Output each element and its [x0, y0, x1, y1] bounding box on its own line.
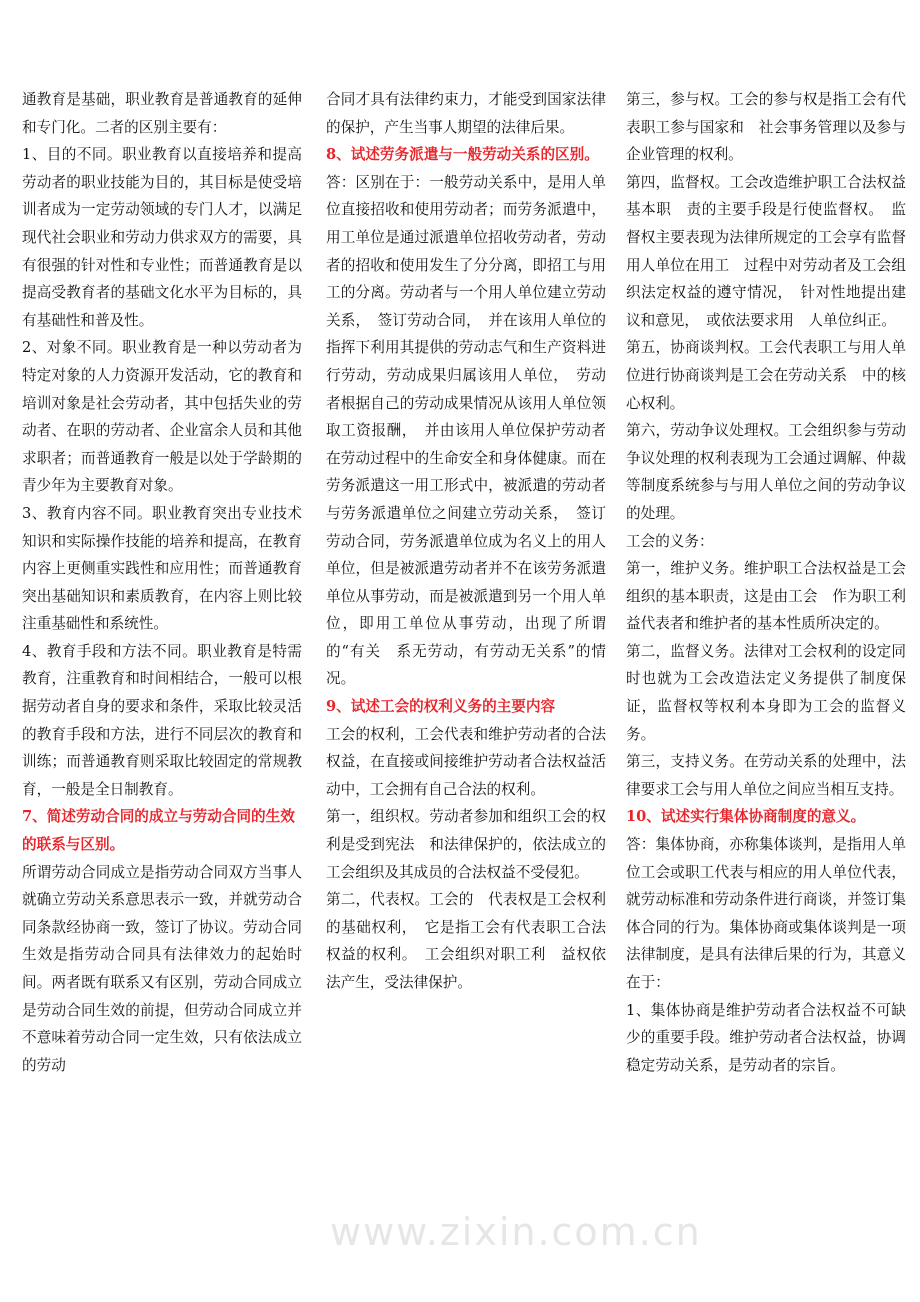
paragraph: 第六，劳动争议处理权。工会组织参与劳动争议处理的权利表现为工会通过调解、仲裁等制度系统参与与用人单位之间的劳动争议的处理。 — [626, 422, 906, 522]
text-column-1 — [22, 86, 302, 1079]
paragraph: 第五，协商谈判权。工会代表职工与用人单位进行协商谈判是工会在劳动关系 中的核心权利。 — [626, 339, 906, 412]
paragraph: 第一，维护义务。维护职工合法权益是工会组织的基本职责，这是由工会 作为职工利益代表者和维护者的基本性质所决定的。 — [626, 560, 906, 633]
paragraph: 所谓劳动合同成立是指劳动合同双方当事人就确立劳动关系意思表示一致，并就劳动合同条款经协商一致，签订了协议。劳动合同生效是指劳动合同具有法律效力的起始时间。两者既有联系又有区别，劳动合同成立是劳动合同生效的前提，但劳动合同成立并不意味着劳动合同一定生效，只有依法成立的劳动 — [22, 863, 302, 1074]
paragraph: 第二，代表权。工会的 代表权是工会权利的基础权利， 它是指工会有代表职工合法权益的权利。 工会组织对职工利 益权依法产生，受法律保护。 — [326, 891, 606, 991]
watermark: www.zixin.com.cn — [330, 1210, 702, 1254]
paragraph: 工会的权利，工会代表和维护劳动者的合法权益，在直接或间接维护劳动者合法权益活 动中，工会拥有自己合法的权利。 — [326, 725, 621, 798]
text-column-3 — [626, 86, 906, 1079]
paragraph: 3、教育内容不同。职业教育突出专业技术知识和实际操作技能的培养和提高，在教育内容上更侧重实践性和应用性；而普通教育突出基础知识和素质教育，在内容上则比较注重基础性和系统性。 — [22, 504, 302, 633]
paragraph: 答：集体协商，亦称集体谈判，是指用人单位工会或职工代表与相应的用人单位代表，就劳动标准和劳动条件进行商谈，并签订集体合同的行为。集体协商或集体谈判是一项法律制度，是具有法律后果的行为，其意义在于： — [626, 836, 906, 991]
question-heading: 8、试述劳务派遣与一般劳动关系的区别。 — [326, 146, 599, 164]
text-column-2 — [326, 86, 621, 997]
question-heading: 10、试述实行集体协商制度的意义。 — [626, 808, 866, 826]
paragraph: 4、教育手段和方法不同。职业教育是特需教育，注重教育和时间相结合，一般可以根据劳动者自身的要求和条件，采取比较灵活的教育手段和方法，进行不同层次的教育和训练；而普通教育则采取比较固定的常规教育，一般是全日制教育。 — [22, 642, 302, 798]
paragraph: 合同才具有法律约束力，才能受到国家法律的保护，产生当事人期望的法律后果。 — [326, 91, 606, 136]
paragraph: 通教育是基础，职业教育是普通教育的延伸和专门化。二者的区别主要有： — [22, 91, 302, 136]
paragraph: 工会的义务： — [626, 532, 714, 550]
paragraph: 第三，支持义务。在劳动关系的处理中，法律要求工会与用人单位之间应当相互支持。 — [626, 753, 906, 798]
paragraph: 第四，监督权。工会改造维护职工合法权益基本职 责的主要手段是行使监督权。 监督权主要表现为法律所规定的工会享有监督用人单位在用工 过程中对劳动者及工会组织法定权益的遵守情况， 针对性地提出建议和意见， 或依法要求用 人单位纠正。 — [626, 173, 906, 329]
question-heading: 7、简述劳动合同的成立与劳动合同的生效的联系与区别。 — [22, 808, 295, 854]
paragraph: 1、集体协商是维护劳动者合法权益不可缺少的重要手段。维护劳动者合法权益，协调稳定劳动关系，是劳动者的宗旨。 — [626, 1001, 906, 1074]
question-heading: 9、试述工会的权利义务的主要内容 — [326, 698, 556, 716]
paragraph: 答：区别在于：一般劳动关系中，是用人单位直接招收和使用劳动者；而劳务派遣中，用工单位是通过派遣单位招收劳动者，劳动者的招收和使用发生了分分离，即招工与用工的分离。劳动者与一个用人单位建立劳动关系， 签订劳动合同， 并在该用人单位的指挥下利用其提供的劳动志气和生产资料进行劳动，劳动成果归属该用人单位， 劳动者根据自己的劳动成果情况从该用人单位领取工资报酬， 并由该用人单位保护劳动者在劳动过程中的生命安全和身体健康。而在劳务派遣这一用工形式中，被派遣的劳动者与劳务派遣单位之间建立劳动关系， 签订劳动合同，劳务派遣单位成为名义上的用人单位，但是被派遣劳动者并不在该劳务派遣单位从事劳动，而是被派遣到另一个用人单位，即用工单位从事劳动，出现了所谓的“有关 系无劳动，有劳动无关系”的情况。 — [326, 173, 606, 688]
paragraph: 第一，组织权。劳动者参加和组织工会的权利是受到宪法 和法律保护的，依法成立的工会组织及其成员的合法权益不受侵犯。 — [326, 808, 606, 881]
paragraph: 2、对象不同。职业教育是一种以劳动者为特定对象的人力资源开发活动，它的教育和培训对象是社会劳动者，其中包括失业的劳动者、在职的劳动者、企业富余人员和其他求职者；而普通教育一般是以处于学龄期的青少年为主要教育对象。 — [22, 339, 302, 495]
paragraph: 第二，监督义务。法律对工会权利的设定同时也就为工会改造法定义务提供了制度保证，监督权等权利本身即为工会的监督义务。 — [626, 642, 906, 743]
paragraph: 第三，参与权。工会的参与权是指工会有代表职工参与国家和 社会事务管理以及参与企业管理的权利。 — [626, 91, 906, 164]
paragraph: 1、目的不同。职业教育以直接培养和提高劳动者的职业技能为目的，其目标是使受培训者成为一定劳动领域的专门人才，以满足现代社会职业和劳动力供求双方的需要，具有很强的针对性和专业性；而普通教育是以提高受教育者的基础文化水平为目标的，具有基础性和普及性。 — [22, 146, 302, 329]
